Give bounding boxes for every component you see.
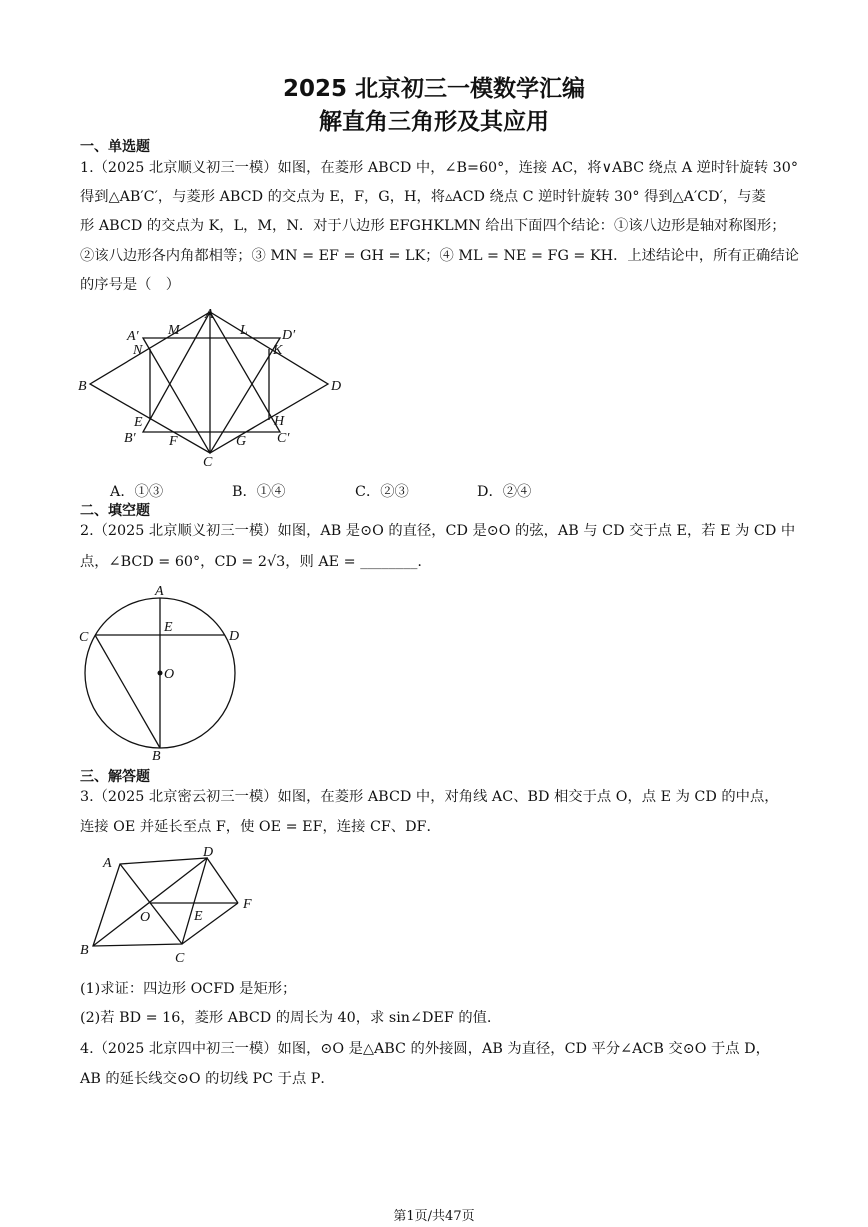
- page-number: 第1页/共47页: [393, 1209, 475, 1224]
- q4-line-2: AB 的延长线交⊙O 的切线 PC 于点 P．: [80, 1071, 335, 1087]
- q1-label-K: K: [273, 343, 283, 358]
- q1-label-E: E: [134, 415, 143, 430]
- q1-label-D1: D′: [282, 328, 296, 343]
- q3-label-B: B: [80, 943, 89, 958]
- q3-label-O: O: [140, 910, 151, 925]
- q2-label-O: O: [164, 667, 175, 682]
- q1-label-N: N: [133, 343, 143, 358]
- q1-label-L: L: [240, 323, 248, 338]
- q1-option-a[interactable]: A．①③: [110, 484, 164, 500]
- section-heading-fill-in: 二、填空题: [80, 503, 150, 519]
- q1-option-b[interactable]: B．①④: [232, 484, 286, 500]
- q3-label-A: A: [103, 856, 112, 871]
- section-heading-solutions: 三、解答题: [80, 769, 150, 785]
- doc-title-line2: 解直角三角形及其应用: [319, 109, 549, 135]
- q3-line-1: 3.（2025 北京密云初三一模）如图，在菱形 ABCD 中，对角线 AC、BD 相交于点 O，点 E 为 CD 的中点，: [80, 789, 779, 805]
- q1-label-D: D: [331, 379, 342, 394]
- q3-label-D: D: [203, 845, 214, 860]
- q2-label-A: A: [155, 584, 164, 599]
- q2-label-B: B: [152, 749, 161, 764]
- q2-line-1: 2.（2025 北京顺义初三一模）如图，AB 是⊙O 的直径，CD 是⊙O 的弦，AB 与 CD 交于点 E，若 E 为 CD 中: [80, 523, 796, 539]
- q4-line-1: 4.（2025 北京四中初三一模）如图，⊙O 是△ABC 的外接圆，AB 为直径，CD 平分∠ACB 交⊙O 于点 D，: [80, 1041, 770, 1057]
- q1-label-B: B: [78, 379, 87, 394]
- doc-title-line1: 2025 北京初三一模数学汇编: [282, 76, 586, 102]
- q3-part-2: (2)若 BD = 16，菱形 ABCD 的周长为 40，求 sin∠DEF 的值.: [80, 1010, 492, 1026]
- q1-label-C: C: [203, 455, 213, 470]
- q3-line-2: 连接 OE 并延长至点 F，使 OE = EF，连接 CF、DF．: [80, 819, 441, 835]
- q2-label-E: E: [164, 620, 173, 635]
- q1-line-1: 1.（2025 北京顺义初三一模）如图，在菱形 ABCD 中，∠B=60°，连接 AC，将∨ABC 绕点 A 逆时针旋转 30°: [80, 160, 799, 176]
- q1-option-d[interactable]: D．②④: [477, 484, 532, 500]
- q1-line-3: 形 ABCD 的交点为 K，L，M，N．对于八边形 EFGHKLMN 给出下面四个结论：①该八边形是轴对称图形；: [80, 218, 786, 234]
- q1-label-F: F: [169, 434, 178, 449]
- section-heading-single-choice: 一、单选题: [80, 139, 150, 155]
- q1-option-c[interactable]: C．②③: [355, 484, 409, 500]
- q1-line-2: 得到△AB′C′，与菱形 ABCD 的交点为 E，F，G，H，将▵ACD 绕点 C 逆时针旋转 30° 得到△A′CD′，与菱: [80, 189, 766, 205]
- q2-label-D: D: [229, 629, 240, 644]
- q3-label-C: C: [175, 951, 185, 966]
- q1-label-G: G: [236, 434, 247, 449]
- q1-label-M: M: [168, 323, 180, 338]
- q1-line-4: ②该八边形各内角都相等；③ MN = EF = GH = LK；④ ML = NE = FG = KH．上述结论中，所有正确结论: [80, 248, 799, 264]
- q1-label-A: A: [205, 307, 214, 322]
- q1-label-C1: C′: [277, 431, 290, 446]
- q1-line-5: 的序号是（ ）: [80, 277, 181, 293]
- q1-label-A1: A′: [127, 329, 139, 344]
- q3-label-F: F: [243, 897, 252, 912]
- q2-line-2: 点，∠BCD = 60°，CD = 2√3，则 AE = ________.: [80, 554, 422, 570]
- q2-label-C: C: [79, 630, 89, 645]
- q1-label-B1: B′: [124, 431, 136, 446]
- q3-label-E: E: [194, 909, 203, 924]
- q3-part-1: (1)求证：四边形 OCFD 是矩形；: [80, 981, 297, 997]
- q1-label-H: H: [274, 414, 285, 429]
